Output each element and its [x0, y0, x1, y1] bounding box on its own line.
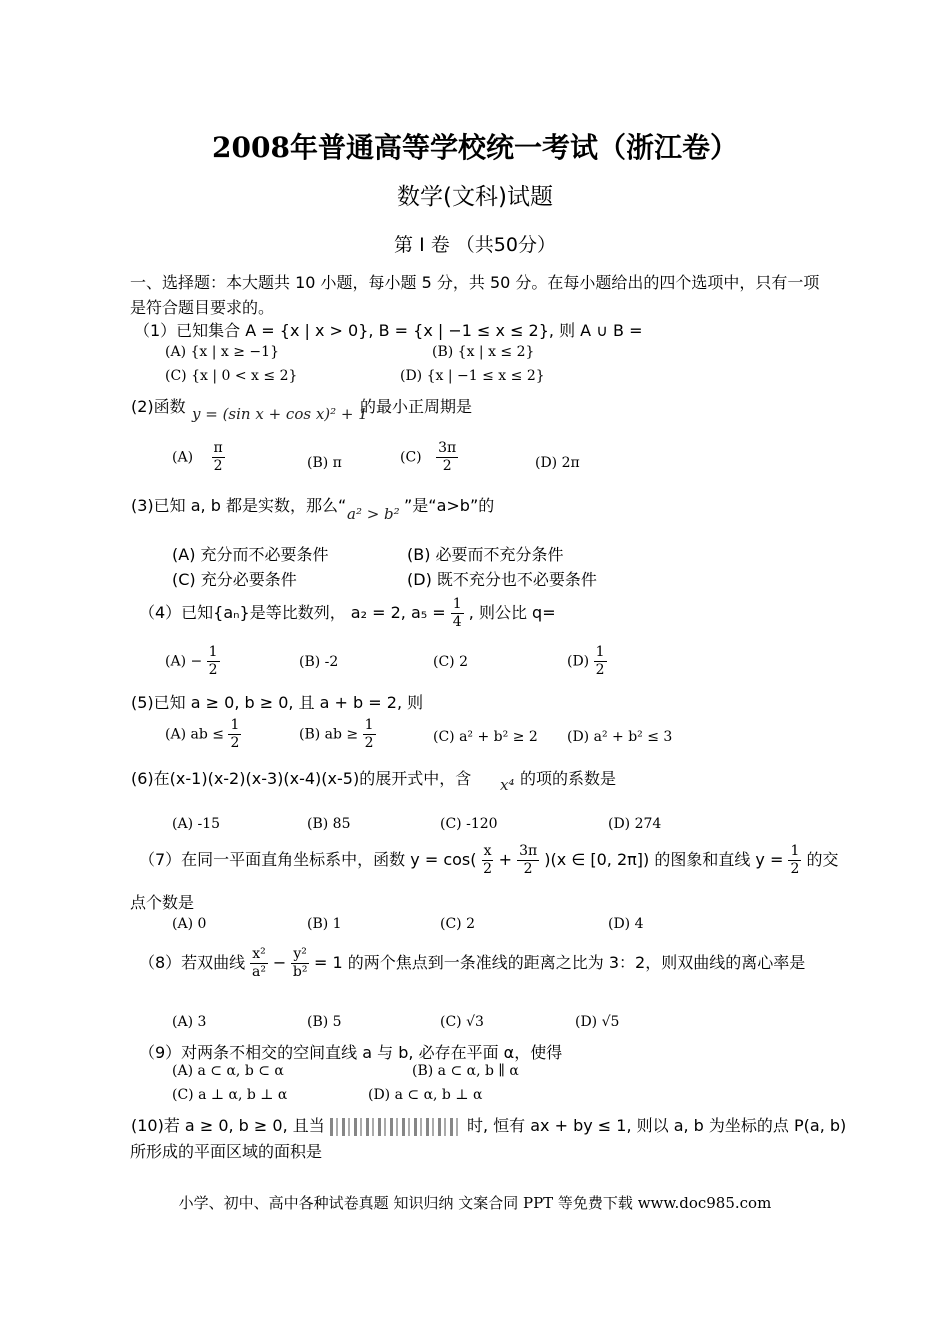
q9-option-d: (D) a ⊂ α, b ⊥ α	[368, 1087, 483, 1103]
q2-option-c-fraction	[436, 440, 458, 475]
q9-stem: （9）对两条不相交的空间直线 a 与 b, 必存在平面 α，使得	[139, 1043, 563, 1062]
fraction-numerator: x	[483, 843, 492, 859]
q6-stem: (6)在(x-1)(x-2)(x-3)(x-4)(x-5)的展开式中，含	[131, 769, 472, 788]
q2-option-a-label: (A)	[172, 449, 194, 466]
q7-plus: +	[498, 850, 512, 869]
q5-option-c: (C) a² + b² ≥ 2	[433, 729, 538, 745]
q8-equals: = 1	[314, 953, 343, 972]
q7-stem-tail: 的交	[806, 850, 839, 869]
fraction-numerator: 1	[790, 843, 800, 859]
q2-option-c-label: (C)	[400, 449, 422, 466]
q8-fraction-1	[250, 946, 268, 981]
fraction-numerator: 1	[208, 644, 218, 660]
fraction-denominator: 4	[452, 614, 462, 630]
q2-tail: 的最小正周期是	[360, 397, 473, 416]
q3-option-d: (D) 既不充分也不必要条件	[407, 570, 597, 589]
fraction-denominator: 2	[442, 458, 452, 474]
q8-option-c: (C) √3	[440, 1014, 484, 1030]
q2-option-a-fraction	[212, 440, 225, 475]
q6-option-a: (A) -15	[172, 816, 221, 832]
q1-option-c: (C) {x | 0 < x ≤ 2}	[165, 368, 298, 384]
q7-option-a: (A) 0	[172, 916, 207, 932]
exam-subtitle: 数学(文科)试题	[397, 184, 553, 210]
q10-stem-line-2: 所形成的平面区域的面积是	[130, 1142, 323, 1161]
q1-option-a: (A) {x | x ≥ −1}	[165, 344, 279, 360]
exam-title: 2008年普通高等学校统一考试（浙江卷）	[212, 131, 738, 164]
q4-option-d	[567, 644, 607, 679]
q4-stem	[139, 596, 556, 631]
q4-option-a-label: (A) −	[165, 653, 203, 670]
q7-stem-text: （7）在同一平面直角坐标系中，函数 y = cos(	[139, 850, 477, 869]
q7-option-c: (C) 2	[440, 916, 475, 932]
q7-option-d: (D) 4	[608, 916, 644, 932]
q7-fraction-2	[517, 843, 539, 878]
fraction-numerator: 1	[595, 644, 605, 660]
q3-option-c: (C) 充分必要条件	[172, 570, 297, 589]
q6-option-b: (B) 85	[307, 816, 351, 832]
q4-option-a	[165, 644, 220, 679]
q5-option-a-label: (A) ab ≤	[165, 726, 224, 743]
q9-option-c: (C) a ⊥ α, b ⊥ α	[172, 1087, 288, 1103]
q2-formula: y = (sin x + cos x)² + 1	[192, 405, 368, 423]
q1-option-d: (D) {x | −1 ≤ x ≤ 2}	[400, 368, 545, 384]
q1-option-b: (B) {x | x ≤ 2}	[432, 344, 535, 360]
q4-option-d-fraction	[594, 644, 607, 679]
q8-stem-text: （8）若双曲线	[139, 953, 246, 972]
fraction-denominator: 2	[790, 861, 800, 877]
section-heading: 第 I 卷 （共50分）	[394, 234, 556, 256]
fraction-numerator: 3π	[519, 843, 538, 859]
fraction-denominator: 2	[364, 735, 374, 751]
fraction-denominator: 2	[523, 861, 533, 877]
fraction-denominator: 2	[595, 662, 605, 678]
q5-option-b	[299, 717, 376, 752]
footer-note: 小学、初中、高中各种试卷真题 知识归纳 文案合同 PPT 等免费下载 www.doc985.com	[178, 1194, 772, 1212]
q8-option-d: (D) √5	[575, 1014, 620, 1030]
q7-stem	[139, 843, 839, 878]
q8-minus: −	[272, 953, 287, 972]
fraction-denominator: a²	[252, 964, 267, 980]
q7-fraction-3	[788, 843, 801, 878]
q3-option-a: (A) 充分而不必要条件	[172, 545, 329, 564]
fraction-numerator: 1	[452, 596, 462, 612]
fraction-numerator: 1	[364, 717, 374, 733]
q4-fraction	[451, 596, 464, 631]
q7-stem-middle: )(x ∈ [0, 2π]) 的图象和直线 y =	[544, 850, 784, 869]
q10-stem-tail: 时, 恒有 ax + by ≤ 1, 则以 a, b 为坐标的点 P(a, b)	[466, 1116, 847, 1135]
q4-option-d-label: (D)	[567, 653, 590, 670]
q2-option-d: (D) 2π	[535, 455, 580, 471]
instructions-line-2: 是符合题目要求的。	[130, 298, 275, 317]
q2-option-a	[172, 440, 225, 475]
q3-tail: ”是“a>b”的	[404, 496, 495, 515]
q4-option-a-fraction	[207, 644, 220, 679]
garbled-formula-image	[330, 1118, 462, 1136]
fraction-numerator: 1	[230, 717, 240, 733]
instructions-line-1: 一、选择题：本大题共 10 小题，每小题 5 分，共 50 分。在每小题给出的四个选项中，只有一项	[130, 273, 820, 292]
q8-option-a: (A) 3	[172, 1014, 207, 1030]
fraction-numerator: 3π	[438, 440, 457, 456]
q5-option-b-label: (B) ab ≥	[299, 726, 359, 743]
q3-option-b: (B) 必要而不充分条件	[407, 545, 564, 564]
q8-stem-tail: 的两个焦点到一条准线的距离之比为 3：2，则双曲线的离心率是	[347, 953, 806, 972]
q9-option-a: (A) a ⊂ α, b ⊂ α	[172, 1063, 284, 1079]
q4-stem-text: （4）已知{aₙ}是等比数列， a₂ = 2, a₅ =	[139, 603, 446, 622]
q2-option-c	[400, 440, 458, 475]
q6-formula: x⁴	[500, 776, 515, 794]
fraction-denominator: 2	[230, 735, 240, 751]
fraction-denominator: 2	[213, 458, 223, 474]
q8-option-b: (B) 5	[307, 1014, 342, 1030]
fraction-denominator: b²	[292, 964, 308, 980]
q4-stem-tail: , 则公比 q=	[468, 603, 556, 622]
q10-stem	[131, 1113, 846, 1136]
q10-stem-head: (10)若 a ≥ 0, b ≥ 0, 且当	[131, 1116, 325, 1135]
q9-option-b: (B) a ⊂ α, b ∥ α	[412, 1063, 519, 1079]
q5-option-a-fraction	[228, 717, 241, 752]
q6-tail: 的项的系数是	[520, 769, 617, 788]
q7-stem-line-2: 点个数是	[130, 893, 195, 912]
q4-option-b: (B) -2	[299, 654, 339, 670]
q8-stem	[139, 946, 805, 981]
fraction-denominator: 2	[208, 662, 218, 678]
fraction-numerator: π	[213, 440, 223, 456]
q3-formula: a² > b²	[347, 505, 400, 523]
q8-fraction-2	[291, 946, 309, 981]
q5-stem: (5)已知 a ≥ 0, b ≥ 0, 且 a + b = 2, 则	[131, 693, 424, 712]
q2-label: (2)函数	[131, 397, 186, 416]
fraction-denominator: 2	[483, 861, 492, 877]
fraction-numerator: y²	[293, 946, 307, 962]
q5-option-b-fraction	[363, 717, 376, 752]
q7-option-b: (B) 1	[307, 916, 342, 932]
q2-option-b: (B) π	[307, 455, 342, 471]
fraction-numerator: x²	[252, 946, 266, 962]
q1-stem: （1）已知集合 A = {x | x > 0}, B = {x | −1 ≤ x ≤ 2}, 则 A ∪ B =	[134, 321, 643, 340]
q6-option-d: (D) 274	[608, 816, 662, 832]
q5-option-d: (D) a² + b² ≤ 3	[567, 729, 673, 745]
q7-fraction-1	[482, 843, 494, 878]
q6-option-c: (C) -120	[440, 816, 498, 832]
q3-stem: (3)已知 a, b 都是实数，那么“	[131, 496, 347, 515]
q5-option-a	[165, 717, 241, 752]
q4-option-c: (C) 2	[433, 654, 468, 670]
